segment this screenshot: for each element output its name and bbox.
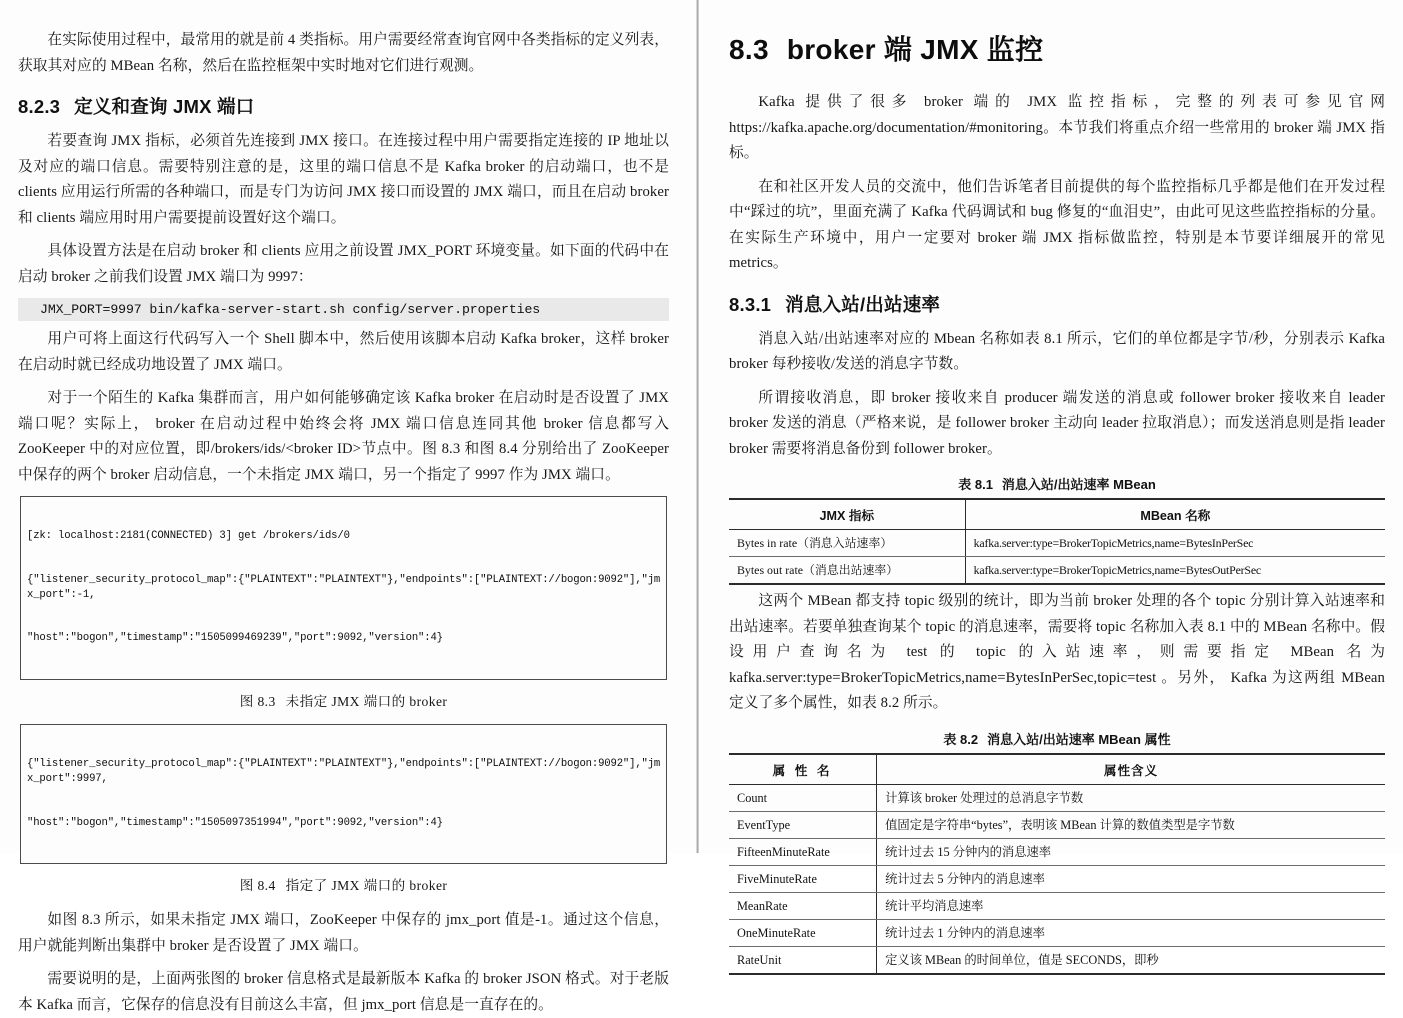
paragraph: 若要查询 JMX 指标，必须首先连接到 JMX 接口。在连接过程中用户需要指定连接的 IP 地址以及对应的端口信息。需要特别注意的是，这里的端口信息不是 Kafka broker 的启动端口，也不是 clients 应用运行所需的各种端口，而是专门为访问 JMX 接口而设置的 JMX 端口，而且在启动 broker 和 clients 端应用时用户需要提前设置好这个端口。: [18, 133, 669, 226]
paragraph: 用户可将上面这行代码写入一个 Shell 脚本中，然后使用该脚本启动 Kafka broker，这样 broker 在启动时就已经成功地设置了 JMX 端口。: [18, 331, 669, 373]
paragraph: 如图 8.3 所示，如果未指定 JMX 端口，ZooKeeper 中保存的 jmx_port 值是-1。通过这个信息，用户就能判断出集群中 broker 是否设置了 JMX 端口。: [18, 912, 669, 954]
cell-attribute-name: EventType: [729, 811, 877, 838]
paragraph: Kafka 提供了很多 broker 端的 JMX 监控指标，完整的列表可参见官网 https://kafka.apache.org/documentation/#monitoring。本节我们将重点介绍一些常用的 broker 端 JMX 指标。: [729, 94, 1385, 161]
table-header-row: [729, 499, 1385, 530]
figure-number: 图 8.4: [239, 878, 276, 894]
cell-mbean-name: kafka.server:type=BrokerTopicMetrics,name=BytesInPerSec: [965, 530, 1385, 557]
figure-caption-text: 未指定 JMX 端口的 broker: [285, 694, 448, 710]
table-8-2: [729, 753, 1385, 975]
table-row: [729, 838, 1385, 865]
section-title: 定义和查询 JMX 端口: [74, 96, 255, 117]
table-row: [729, 892, 1385, 919]
cell-jmx-metric: Bytes out rate（消息出站速率）: [729, 557, 965, 585]
column-header-mbean-name: MBean 名称: [965, 499, 1385, 530]
code-line: [zk: localhost:2181(CONNECTED) 3] get /brokers/ids/0: [27, 530, 350, 543]
cell-attribute-meaning: 统计平均消息速率: [877, 892, 1385, 919]
cell-attribute-meaning: 统计过去 5 分钟内的消息速率: [877, 865, 1385, 892]
cell-attribute-name: FifteenMinuteRate: [729, 838, 877, 865]
figure-8-3-caption: [18, 690, 669, 710]
section-title: 消息入站/出站速率: [785, 293, 941, 315]
cell-jmx-metric: Bytes in rate（消息入站速率）: [729, 530, 965, 557]
table-8-1: [729, 498, 1385, 585]
left-page: [0, 0, 697, 1013]
cell-attribute-name: RateUnit: [729, 946, 877, 974]
table-number: 表 8.2: [943, 731, 979, 747]
table-row: [729, 557, 1385, 585]
paragraph: 对于一个陌生的 Kafka 集群而言，用户如何能够确定该 Kafka broker 在启动时是否设置了 JMX 端口呢？实际上， broker 在启动过程中始终会将 JMX 端口信息连同其他 broker 信息都写入 ZooKeeper 中的对应位置，即/brokers/ids/<broker ID>节点中。图 8.3 和图 8.4 分别给出了 ZooKeeper 中保存的两个 broker 启动信息，一个未指定 JMX 端口，另一个指定了 9997 作为 JMX 端口。: [18, 390, 669, 483]
section-heading-831: [729, 291, 1385, 317]
cell-attribute-meaning: 统计过去 15 分钟内的消息速率: [877, 838, 1385, 865]
figure-8-3-code-block: [20, 496, 667, 680]
section-number: 8.2.3: [18, 96, 61, 117]
code-line-jmx-port: JMX_PORT=9997 bin/kafka-server-start.sh config/server.properties: [18, 298, 669, 321]
cell-attribute-meaning: 值固定是字符串“bytes”，表明该 MBean 计算的数值类型是字节数: [877, 811, 1385, 838]
cell-attribute-name: Count: [729, 784, 877, 811]
paragraph: 这两个 MBean 都支持 topic 级别的统计，即为当前 broker 处理的各个 topic 分别计算入站速率和出站速率。若要单独查询某个 topic 的消息速率，需要将 topic 名称加入表 8.1 中的 MBean 名称中。假设用户查询名为 test 的 topic 的入站速率，则需要指定 MBean 名为 kafka.server:type=BrokerTopicMetrics,name=BytesInPerSec,topic=test 。另外， Kafka 为这两组 MBean 定义了多个属性，如表 8.2 所示。: [729, 593, 1385, 711]
figure-8-4-caption: [18, 874, 669, 894]
table-row: [729, 784, 1385, 811]
table-row: [729, 919, 1385, 946]
paragraph: 所谓接收消息，即 broker 接收来自 producer 端发送的消息或 follower broker 接收来自 leader broker 发送的消息（严格来说，是 follower broker 主动向 leader 拉取消息）；而发送消息则是指 leader broker 需要将消息备份到 follower broker。: [729, 389, 1385, 457]
table-header-row: [729, 754, 1385, 785]
column-header-attribute-name: 属 性 名: [729, 754, 877, 785]
page-gutter-divider: [696, 0, 699, 853]
section-number: 8.3.1: [729, 293, 772, 315]
cell-attribute-meaning: 统计过去 1 分钟内的消息速率: [877, 919, 1385, 946]
table-caption-text: 消息入站/出站速率 MBean 属性: [987, 731, 1171, 747]
code-line: "host":"bogon","timestamp":"1505099469239","port":9092,"version":4}: [27, 632, 443, 645]
table-8-2-caption: [729, 729, 1385, 748]
table-row: [729, 946, 1385, 974]
column-header-jmx-metric: JMX 指标: [729, 499, 965, 530]
paragraph: 具体设置方法是在启动 broker 和 clients 应用之前设置 JMX_PORT 环境变量。如下面的代码中在启动 broker 之前我们设置 JMX 端口为 9997：: [18, 243, 669, 285]
cell-mbean-name: kafka.server:type=BrokerTopicMetrics,name=BytesOutPerSec: [965, 557, 1385, 585]
table-caption-text: 消息入站/出站速率 MBean: [1001, 477, 1156, 492]
table-row: [729, 530, 1385, 557]
chapter-heading-83: [729, 28, 1385, 68]
paragraph: 需要说明的是，上面两张图的 broker 信息格式是最新版本 Kafka 的 broker JSON 格式。对于老版本 Kafka 而言，它保存的信息没有目前这么丰富，但 jmx_port 信息是一直存在的。: [18, 971, 669, 1013]
figure-8-4-code-block: [20, 724, 667, 864]
cell-attribute-name: OneMinuteRate: [729, 919, 877, 946]
paragraph: 在和社区开发人员的交流中，他们告诉笔者目前提供的每个监控指标几乎都是他们在开发过程中“踩过的坑”，里面充满了 Kafka 代码调试和 bug 修复的“血泪史”，由此可见这些监控指标的分量。在实际生产环境中，用户一定要对 broker 端 JMX 指标做监控，特别是本节要详细展开的常见 metrics。: [729, 178, 1385, 271]
section-heading-823: [18, 93, 669, 119]
table-row: [729, 865, 1385, 892]
cell-attribute-meaning: 定义该 MBean 的时间单位，值是 SECONDS，即秒: [877, 946, 1385, 974]
paragraph: 消息入站/出站速率对应的 Mbean 名称如表 8.1 所示，它们的单位都是字节/秒，分别表示 Kafka broker 每秒接收/发送的消息字节数。: [729, 330, 1385, 372]
cell-attribute-meaning: 计算该 broker 处理过的总消息字节数: [877, 784, 1385, 811]
table-8-1-caption: [729, 474, 1385, 493]
paragraph: 在实际使用过程中，最常用的就是前 4 类指标。用户需要经常查询官网中各类指标的定义列表，获取其对应的 MBean 名称，然后在监控框架中实时地对它们进行观测。: [18, 32, 669, 74]
figure-caption-text: 指定了 JMX 端口的 broker: [285, 878, 448, 894]
code-line: {"listener_security_protocol_map":{"PLAINTEXT":"PLAINTEXT"},"endpoints":["PLAINTEXT://bogon:9092"],"jmx_port":9997,: [27, 758, 661, 785]
code-line: "host":"bogon","timestamp":"1505097351994","port":9092,"version":4}: [27, 816, 443, 829]
table-row: [729, 811, 1385, 838]
cell-attribute-name: MeanRate: [729, 892, 877, 919]
table-number: 表 8.1: [958, 477, 993, 492]
right-page: [697, 0, 1403, 967]
figure-number: 图 8.3: [239, 694, 276, 710]
chapter-number: 8.3: [729, 34, 769, 65]
code-line: {"listener_security_protocol_map":{"PLAINTEXT":"PLAINTEXT"},"endpoints":["PLAINTEXT://bogon:9092"],"jmx_port":-1,: [27, 573, 661, 601]
cell-attribute-name: FiveMinuteRate: [729, 865, 877, 892]
chapter-title: broker 端 JMX 监控: [786, 34, 1044, 65]
column-header-attribute-meaning: 属性含义: [877, 754, 1385, 785]
